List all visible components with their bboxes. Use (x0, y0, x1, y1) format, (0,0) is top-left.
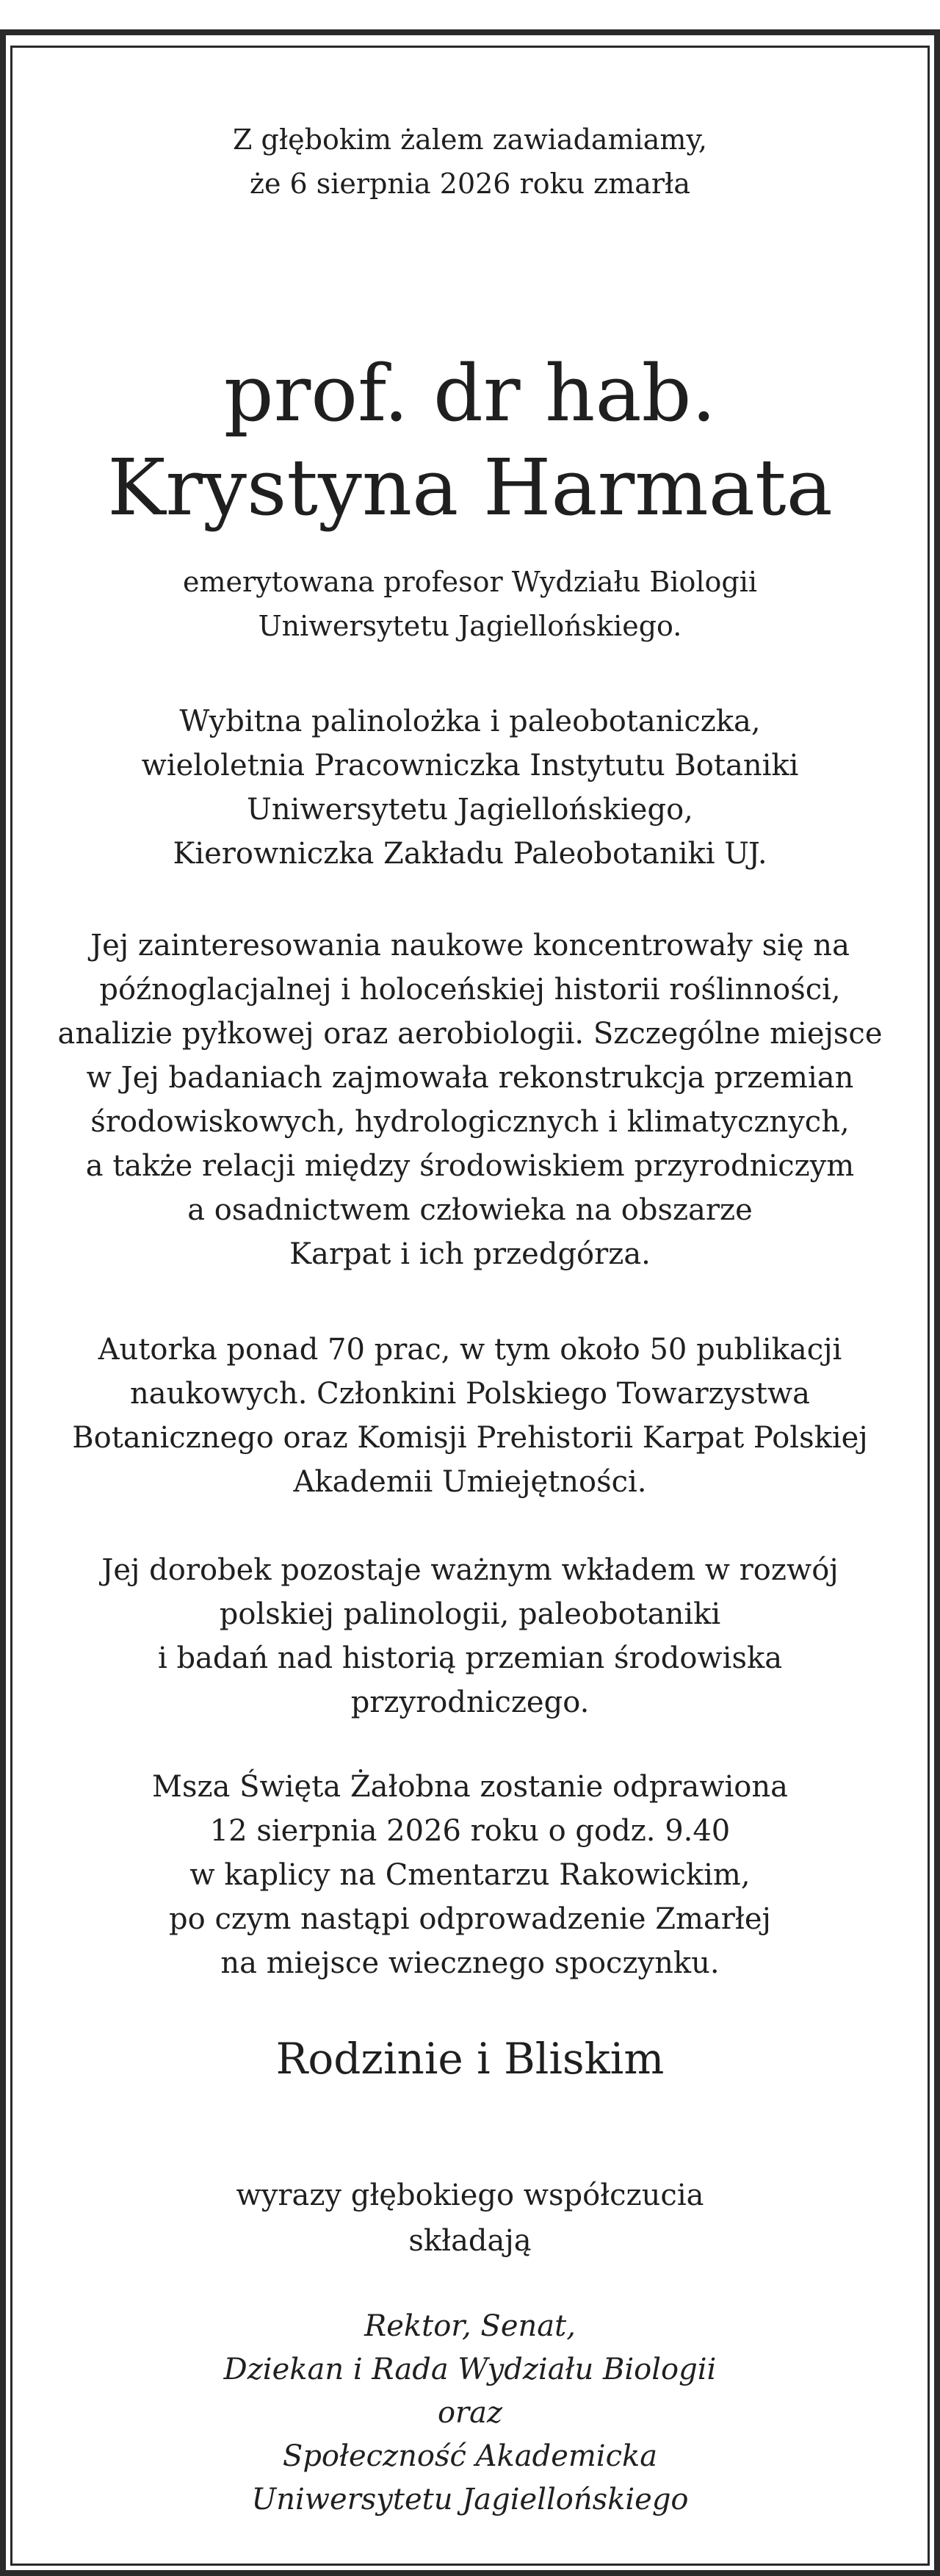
paragraph-line: 12 sierpnia 2026 roku o godz. 9.40 (209, 1814, 731, 1848)
paragraph-line: a osadnictwem człowieka na obszarze (187, 1193, 753, 1227)
deceased-affiliation (10, 560, 930, 648)
condolence-line: składają (408, 2224, 532, 2258)
paragraph-line: analizie pyłkowej oraz aerobiologii. Szczególne miejsce (57, 1017, 883, 1051)
paragraph-line: a także relacji między środowiskiem przyrodniczym (85, 1149, 855, 1183)
condolence-line: wyrazy głębokiego współczucia (236, 2179, 704, 2212)
paragraph-line: późnoglacjalnej i holoceńskiej historii roślinności, (99, 973, 841, 1007)
signatory-line: Rektor, Senat, (364, 2309, 576, 2343)
signatories (10, 2305, 930, 2522)
paragraph-line: Autorka ponad 70 prac, w tym około 50 publikacji (98, 1333, 842, 1367)
paragraph-line: środowiskowych, hydrologicznych i klimatycznych, (90, 1105, 850, 1139)
paragraph-line: Uniwersytetu Jagiellońskiego, (247, 793, 693, 827)
condolence-recipients: Rodzinie i Bliskim (275, 2034, 665, 2084)
signatory-line: Dziekan i Rada Wydziału Biologii (223, 2353, 717, 2386)
paragraph-line: polskiej palinologii, paleobotaniki (219, 1597, 721, 1631)
paragraph-line: Botanicznego oraz Komisji Prehistorii Karpat Polskiej (72, 1421, 868, 1455)
paragraph-research (10, 924, 930, 1276)
paragraph-line: naukowych. Członkini Polskiego Towarzystwa (130, 1377, 810, 1411)
affiliation-line: Uniwersytetu Jagiellońskiego. (258, 610, 682, 642)
paragraph-line: w kaplicy na Cmentarzu Rakowickim, (189, 1858, 751, 1892)
signatory-line: oraz (437, 2396, 503, 2430)
paragraph-line: Jej zainteresowania naukowe koncentrowały się na (90, 929, 850, 963)
paragraph-line: na miejsce wiecznego spoczynku. (220, 1946, 720, 1980)
affiliation-line: emerytowana profesor Wydziału Biologii (182, 566, 758, 598)
paragraph-line: Wybitna palinolożka i paleobotaniczka, (179, 705, 761, 738)
paragraph-line: Akademii Umiejętności. (293, 1465, 647, 1499)
paragraph-line: przyrodniczego. (350, 1685, 590, 1719)
signatory-line: Społeczność Akademicka (282, 2439, 658, 2473)
announcement-intro (10, 118, 930, 206)
condolence-heading (10, 2029, 930, 2088)
paragraph-line: po czym nastąpi odprowadzenie Zmarłej (169, 1902, 771, 1936)
paragraph-publications (10, 1328, 930, 1504)
paragraph-line: w Jej badaniach zajmowała rekonstrukcja przemian (86, 1061, 854, 1095)
deceased-full-name: Krystyna Harmata (107, 442, 833, 533)
condolence-message (10, 2173, 930, 2264)
deceased-title: prof. dr hab. (223, 348, 717, 439)
paragraph-line: Msza Święta Żałobna zostanie odprawiona (151, 1770, 788, 1804)
deceased-name (10, 347, 930, 535)
paragraph-line: wieloletnia Pracowniczka Instytutu Botaniki (141, 749, 799, 782)
paragraph-legacy (10, 1548, 930, 1724)
paragraph-line: Jej dorobek pozostaje ważnym wkładem w rozwój (101, 1553, 839, 1587)
paragraph-line: Karpat i ich przedgórza. (289, 1237, 651, 1271)
paragraph-funeral (10, 1765, 930, 1985)
paragraph-line: i badań nad historią przemian środowiska (157, 1641, 783, 1675)
signatory-line: Uniwersytetu Jagiellońskiego (251, 2483, 689, 2516)
intro-line: Z głębokim żalem zawiadamiamy, (233, 123, 707, 156)
intro-line: że 6 sierpnia 2026 roku zmarła (249, 168, 691, 200)
paragraph-career (10, 699, 930, 876)
paragraph-line: Kierowniczka Zakładu Paleobotaniki UJ. (173, 837, 767, 871)
